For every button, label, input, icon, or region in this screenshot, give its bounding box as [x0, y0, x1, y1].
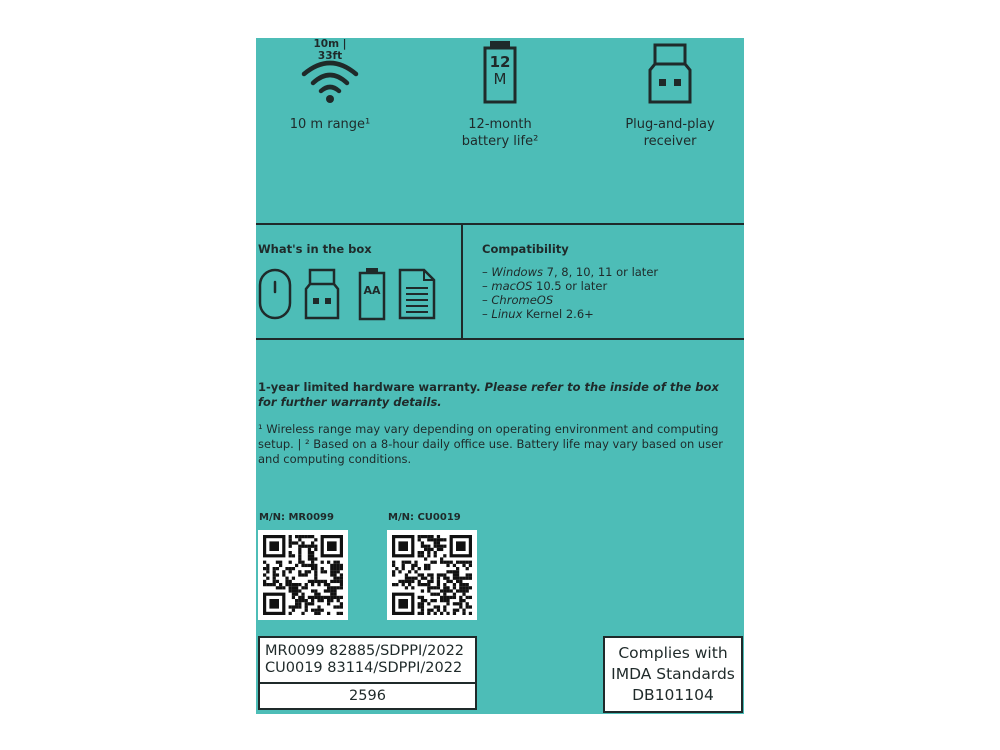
qr-code-2-frame: [387, 530, 477, 620]
receiver-label-line2: receiver: [643, 134, 697, 149]
usb-receiver-icon-small: [304, 268, 340, 320]
range-label: 10 m range¹: [289, 117, 371, 132]
box-contents-heading: What's in the box: [258, 242, 372, 256]
registration-line-2: CU0019 83114/SDPPI/2022: [265, 660, 463, 676]
compatibility-heading: Compatibility: [482, 242, 569, 256]
mouse-icon: [258, 268, 292, 320]
qr-code-1-frame: [258, 530, 348, 620]
divider-vertical: [461, 224, 463, 339]
model-number-2: M/N: CU0019: [388, 512, 461, 523]
registration-number: 2596: [349, 688, 386, 704]
battery-icon-unit: M: [493, 70, 507, 88]
compat-item-chromeos: – ChromeOS: [482, 293, 554, 307]
compat-item-windows: – Windows 7, 8, 10, 11 or later: [482, 265, 659, 279]
registration-line-1: MR0099 82885/SDPPI/2022: [265, 643, 465, 659]
qr-code-2: [392, 535, 472, 615]
compat-item-linux: – Linux Kernel 2.6+: [482, 307, 594, 321]
footnote-text: ¹ Wireless range may vary depending on operating environment and computing setup. | ² Based on a 8-hour daily office use. Battery life may vary based on user and computing conditions.: [258, 422, 724, 466]
qr-code-1: [263, 535, 343, 615]
compat-item-macos: – macOS 10.5 or later: [482, 279, 608, 293]
registration-box: [258, 636, 477, 710]
receiver-label-line1: Plug-and-play: [625, 117, 715, 132]
model-number-1: M/N: MR0099: [259, 512, 334, 523]
packaging-panel: [256, 38, 744, 714]
divider-top: [256, 223, 744, 225]
registration-divider: [260, 682, 475, 684]
wifi-icon: [300, 54, 360, 106]
document-icon: [398, 268, 436, 320]
divider-bottom: [256, 338, 744, 340]
battery-label-line2: battery life²: [461, 134, 539, 149]
warranty-text: 1-year limited hardware warranty. Please refer to the inside of the box for further warranty details.: [258, 380, 719, 409]
imda-line-1: Complies with: [618, 644, 728, 662]
imda-line-3: DB101104: [632, 686, 714, 704]
battery-icon-number: 12: [489, 53, 511, 71]
usb-receiver-icon: [648, 42, 692, 106]
aa-battery-text: AA: [363, 284, 381, 297]
range-badge: 10m | 33ft: [313, 38, 347, 62]
imda-compliance-box: [603, 636, 743, 713]
imda-line-2: IMDA Standards: [611, 665, 735, 683]
battery-label-line1: 12-month: [468, 117, 532, 132]
